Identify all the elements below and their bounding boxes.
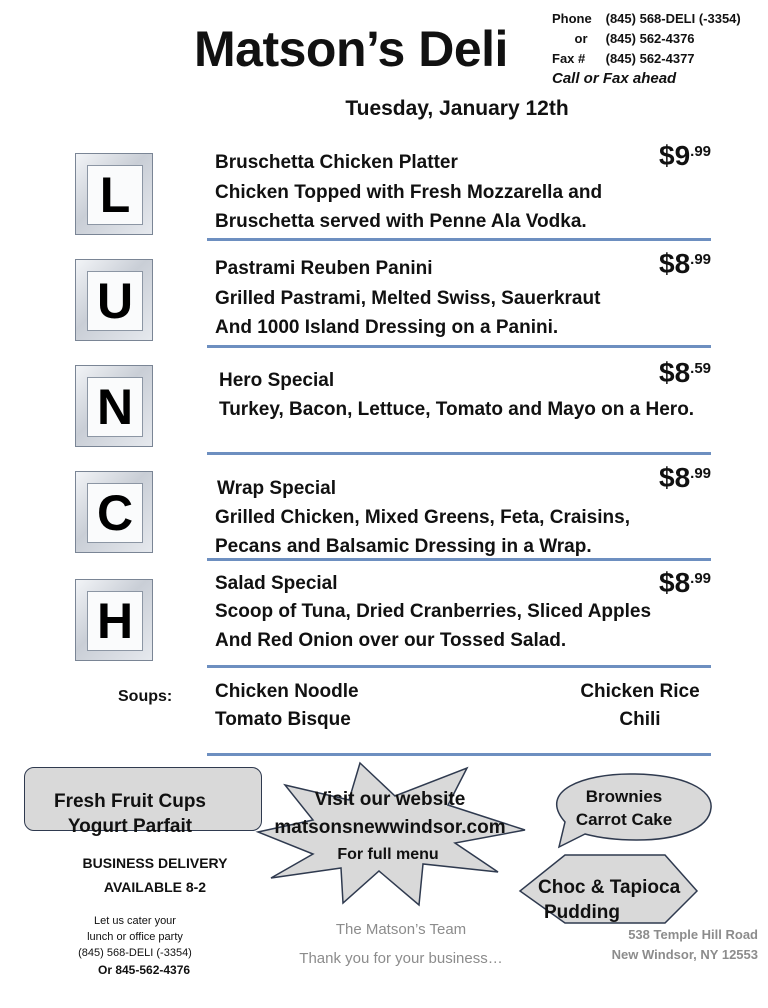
team-line: Thank you for your business… bbox=[299, 950, 503, 967]
deli-title: Matson’s Deli bbox=[194, 21, 508, 77]
soup-item: Chicken Noodle bbox=[215, 681, 359, 702]
price-cents: .99 bbox=[690, 465, 712, 482]
contact-fax-row bbox=[552, 49, 741, 69]
website-note: For full menu bbox=[337, 846, 439, 863]
contact-alt-row bbox=[552, 29, 741, 49]
soup-item: Tomato Bisque bbox=[215, 709, 351, 730]
letter-key-c bbox=[75, 471, 153, 553]
catering-line: (845) 568-DELI (-3354) bbox=[78, 947, 192, 959]
letter-key-l bbox=[75, 153, 153, 235]
letter-key-label: U bbox=[87, 271, 143, 331]
item-desc-line: Chicken Topped with Fresh Mozzarella and bbox=[215, 182, 603, 203]
dessert-item: Carrot Cake bbox=[575, 810, 673, 829]
item-name: Salad Special bbox=[215, 573, 338, 594]
item-divider bbox=[207, 345, 711, 348]
website-url[interactable]: matsonsnewwindsor.com bbox=[274, 817, 506, 838]
contact-label: Phone bbox=[552, 11, 592, 26]
item-desc-line: Turkey, Bacon, Lettuce, Tomato and Mayo on a Hero. bbox=[219, 399, 695, 420]
menu-date: Tuesday, January 12th bbox=[345, 97, 569, 120]
desserts-bottom-text bbox=[538, 875, 680, 925]
item-desc-line: And 1000 Island Dressing on a Panini. bbox=[215, 317, 559, 338]
item-desc bbox=[215, 503, 630, 561]
business-delivery bbox=[60, 851, 250, 899]
item-name: Hero Special bbox=[219, 370, 335, 391]
letter-key-label: C bbox=[87, 483, 143, 543]
item-price bbox=[659, 462, 711, 494]
catering-note bbox=[60, 913, 210, 961]
contact-value: (845) 562-4377 bbox=[605, 51, 695, 66]
soup-item: Chili bbox=[619, 709, 661, 730]
item-desc bbox=[219, 395, 694, 424]
letter-key-h bbox=[75, 579, 153, 661]
price-cents: .99 bbox=[690, 570, 712, 587]
price-dollars: $8 bbox=[659, 462, 691, 493]
soups-divider bbox=[207, 753, 711, 756]
price-dollars: $8 bbox=[659, 567, 691, 598]
item-price bbox=[659, 140, 711, 172]
desserts-top-text bbox=[556, 785, 692, 831]
soups-label: Soups: bbox=[118, 688, 173, 705]
item-name: Pastrami Reuben Panini bbox=[215, 258, 433, 279]
contact-value: (845) 562-4376 bbox=[605, 31, 695, 46]
item-desc-line: Pecans and Balsamic Dressing in a Wrap. bbox=[215, 536, 592, 557]
soups-left-list bbox=[215, 678, 359, 734]
contact-value: (845) 568-DELI (-3354) bbox=[605, 11, 741, 26]
price-dollars: $9 bbox=[659, 140, 691, 171]
fruit-item: Fresh Fruit Cups bbox=[53, 791, 206, 812]
dessert-item: Brownies bbox=[585, 787, 663, 806]
contact-label: Fax # bbox=[552, 51, 586, 66]
letter-key-n bbox=[75, 365, 153, 447]
dessert-item: Pudding bbox=[544, 902, 620, 923]
item-desc-line: Grilled Chicken, Mixed Greens, Feta, Craisins, bbox=[215, 507, 630, 528]
item-price bbox=[659, 357, 711, 389]
item-desc-line: And Red Onion over our Tossed Salad. bbox=[215, 630, 567, 651]
item-desc-line: Grilled Pastrami, Melted Swiss, Sauerkraut bbox=[215, 288, 601, 309]
item-divider bbox=[207, 665, 711, 668]
address-line: New Windsor, NY 12553 bbox=[611, 947, 758, 962]
address-line: 538 Temple Hill Road bbox=[628, 927, 758, 942]
soups-right-list bbox=[580, 678, 700, 734]
price-cents: .59 bbox=[690, 360, 712, 377]
contact-block bbox=[552, 9, 741, 89]
price-cents: .99 bbox=[690, 143, 712, 160]
catering-line: lunch or office party bbox=[87, 931, 183, 943]
team-signoff bbox=[286, 915, 516, 973]
fruit-callout-text bbox=[24, 789, 236, 839]
item-desc bbox=[215, 284, 600, 342]
item-price bbox=[659, 567, 711, 599]
item-divider bbox=[207, 238, 711, 241]
letter-key-label: L bbox=[87, 165, 143, 225]
item-name: Bruschetta Chicken Platter bbox=[215, 152, 458, 173]
price-dollars: $8 bbox=[659, 248, 691, 279]
item-divider bbox=[207, 558, 711, 561]
letter-key-u bbox=[75, 259, 153, 341]
item-name: Wrap Special bbox=[217, 478, 336, 499]
delivery-line: AVAILABLE 8-2 bbox=[103, 879, 207, 895]
price-dollars: $8 bbox=[659, 357, 691, 388]
delivery-line: BUSINESS DELIVERY bbox=[82, 855, 228, 871]
team-line: The Matson’s Team bbox=[335, 921, 467, 938]
dessert-item: Choc & Tapioca bbox=[538, 877, 681, 898]
address-block bbox=[590, 925, 758, 965]
contact-label: or bbox=[574, 31, 588, 46]
call-ahead-note: Call or Fax ahead bbox=[552, 70, 677, 87]
contact-phone-row bbox=[552, 9, 741, 29]
price-cents: .99 bbox=[690, 251, 712, 268]
item-desc-line: Scoop of Tuna, Dried Cranberries, Sliced Apples bbox=[215, 601, 652, 622]
fruit-item: Yogurt Parfait bbox=[67, 816, 193, 837]
item-price bbox=[659, 248, 711, 280]
item-desc bbox=[215, 178, 602, 236]
letter-key-label: H bbox=[87, 591, 143, 651]
item-desc-line: Bruschetta served with Penne Ala Vodka. bbox=[215, 211, 587, 232]
website-line: Visit our website bbox=[314, 789, 466, 810]
catering-alt-phone: Or 845-562-4376 bbox=[98, 963, 191, 977]
letter-key-label: N bbox=[87, 377, 143, 437]
catering-line: Let us cater your bbox=[94, 915, 176, 927]
item-divider bbox=[207, 452, 711, 455]
item-desc bbox=[215, 597, 651, 655]
soup-item: Chicken Rice bbox=[580, 681, 700, 702]
